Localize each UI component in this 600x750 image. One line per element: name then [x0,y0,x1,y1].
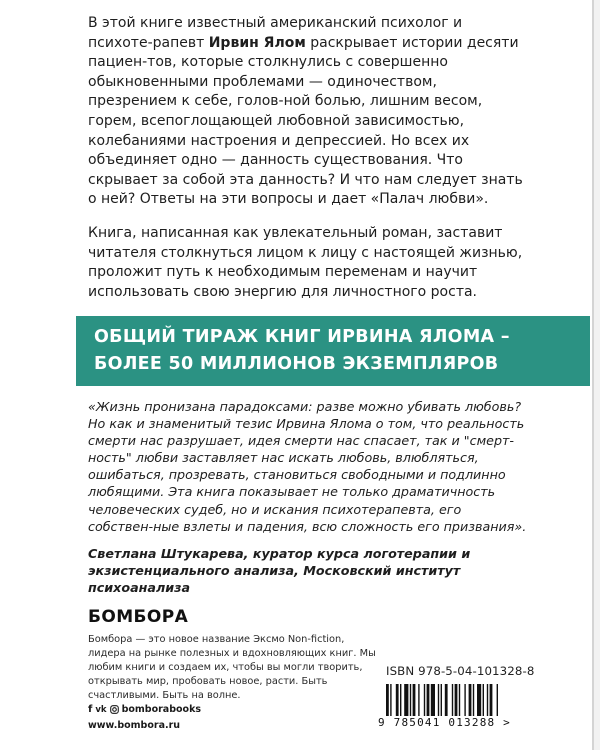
barcode-bar [464,684,465,716]
barcode-bar [477,684,481,716]
banner-line-2: БОЛЕЕ 50 МИЛЛИОНОВ ЭКЗЕМПЛЯРОВ [94,354,499,374]
publisher-logo: БОМБОРА [88,607,189,627]
instagram-icon[interactable] [110,705,119,714]
barcode-bar [469,684,472,716]
barcode-bar [413,684,416,716]
barcode-bar [473,684,474,716]
barcode-bar [455,684,458,716]
barcode-digits: 9 785041 013288 > [374,716,568,729]
barcode-bar [404,684,408,716]
barcode [374,682,578,744]
social-handle[interactable]: bomborabooks [121,704,202,715]
banner-line-1: ОБЩИЙ ТИРАЖ КНИГ ИРВИНА ЯЛОМА – [94,327,510,347]
barcode-bar [487,684,488,716]
quote-attribution: Светлана Штукарева, куратор курса логотерапии и экзистенциального анализа, Московский институт психоанализа [88,546,471,596]
barcode-bar [386,684,389,716]
description-paragraph-1: В этой книге известный американский психолог и психоте-рапевт Ирвин Ялом раскрывает истории десяти пациен-тов, которые столкнулись с совершенно обыкновенными проблемами — одиночеством, презрением к себе, голов-ной болью, лишним весом, горем, всепоглощающей любовной зависимостью, колебаниями настроения и депрессией. Но всех их объединяет одно — данность существования. Что скрывает за собой эта данность? И что нам следует знать о ней? Ответы на эти вопросы и дает «Палач любви». [88,15,523,208]
barcode-bar [452,684,453,716]
description-paragraph-2: Книга, написанная как увлекательный роман, заставит читателя столкнуться лицом к лицу с настоящей жизнью, проложит путь к необходимым переменам и научит использовать свою энергию для личностного роста. [88,225,523,300]
barcode-bar [427,684,430,716]
barcode-bar [418,684,419,716]
barcode-bar [400,684,401,716]
barcode-bar [441,684,442,716]
barcode-bar [445,684,448,716]
facebook-icon[interactable]: f [88,704,93,715]
barcode-bar [410,684,411,716]
cover-edge [594,0,600,750]
spine-line [592,0,594,750]
circulation-banner [76,316,590,386]
isbn-label: ISBN 978-5-04-101328-8 [386,664,535,678]
barcode-bar [390,684,391,716]
review-quote: «Жизнь пронизана парадоксами: разве можно убивать любовь? Но как и знаменитый тезис Ирвина Ялома о том, что реальность смерти нас разрушает, идея смерти нас спасает, так и "смерт-ность" любви заставляет нас искать любовь, влюбляться, ошибаться, прозревать, становиться свободными и подлинно любящими. Эта книга показывает не только драматичность человеческих судеб, но и искания психотерапевта, его собствен-ные взлеты и падения, всю сложность его призвания». [88,399,527,534]
barcode-bar [396,684,399,716]
social-links [88,704,201,715]
barcode-bar [490,684,493,716]
author-name: Ирвин Ялом [208,34,306,51]
barcode-bar [431,684,435,716]
publisher-about: Бомбора — это новое название Эксмо Non-fiction, лидера на рынке полезных и вдохновляющих книг. Мы любим книги и создаем их, чтобы вы могли творить, открывать мир, пробовать новое, расти. Быть счастливыми. Быть на волне. [88,634,376,701]
barcode-bar [459,684,460,716]
barcode-bar [424,684,425,716]
barcode-bar [483,684,484,716]
vk-icon[interactable]: vk [95,704,107,715]
publisher-website[interactable]: www.bombora.ru [88,720,181,731]
barcode-bar [497,684,498,716]
barcode-bar [438,684,439,716]
